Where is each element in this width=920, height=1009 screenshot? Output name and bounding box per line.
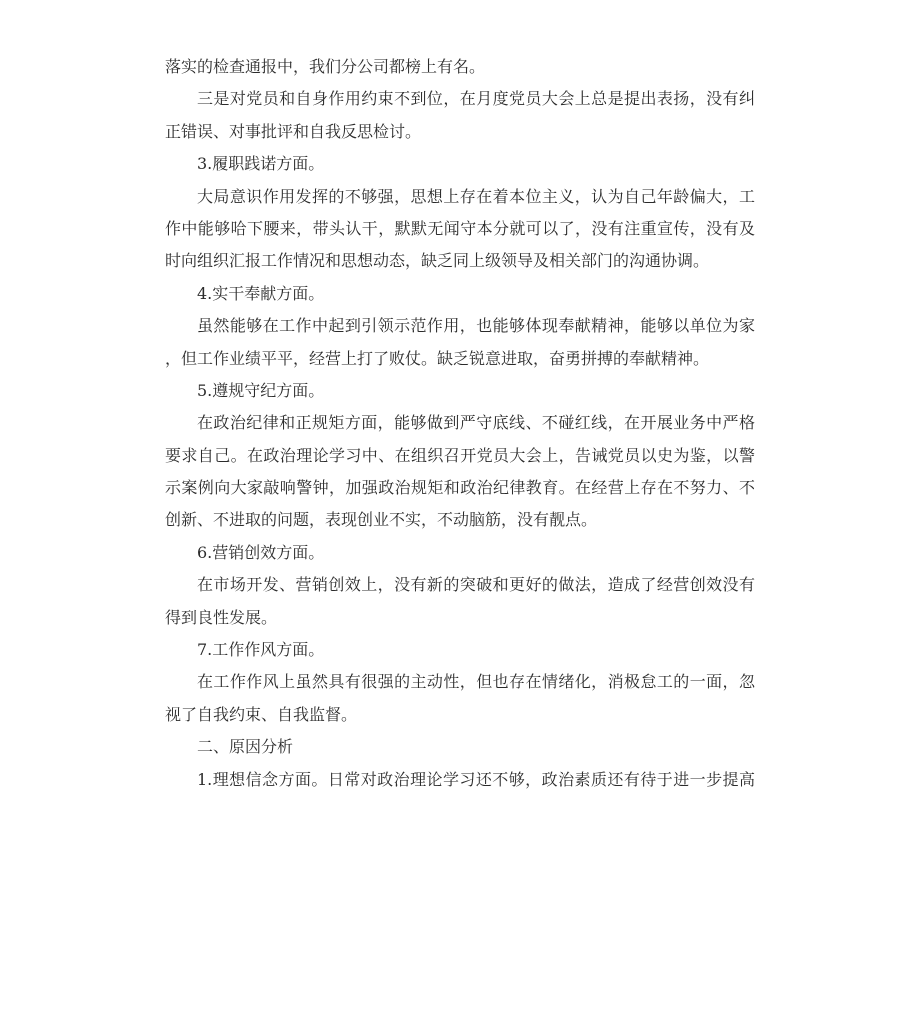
text-line: 正错误、对事批评和自我反思检讨。 <box>165 121 422 141</box>
chapter-heading <box>165 731 755 763</box>
text-line: 三是对党员和自身作用约束不到位，在月度党员大会上总是提出表扬，没有纠 <box>197 89 755 109</box>
paragraph <box>165 407 755 537</box>
paragraph <box>165 83 755 148</box>
section-heading <box>165 148 755 180</box>
text-line: 7.工作作风方面。 <box>197 640 325 660</box>
text-line: 虽然能够在工作中起到引领示范作用，也能够体现奉献精神，能够以单位为家 <box>197 316 755 336</box>
text-line: 时向组织汇报工作情况和思想动态，缺乏同上级领导及相关部门的沟通协调。 <box>165 251 710 271</box>
text-line: 二、原因分析 <box>197 737 294 757</box>
text-line: 在政治纪律和正规矩方面，能够做到严守底线、不碰红线，在开展业务中严格 <box>197 413 755 433</box>
text-line: 1.理想信念方面。日常对政治理论学习还不够，政治素质还有待于进一步提高 <box>197 769 755 789</box>
text-line: 3.履职践诺方面。 <box>197 154 325 174</box>
text-line: 作中能够哈下腰来，带头认干，默默无闻守本分就可以了，没有注重宣传，没有及 <box>165 218 755 238</box>
paragraph <box>165 569 755 634</box>
text-line: 在市场开发、营销创效上，没有新的突破和更好的做法，造成了经营创效没有 <box>197 575 755 595</box>
paragraph-continued <box>165 51 755 83</box>
text-line: 视了自我约束、自我监督。 <box>165 704 358 724</box>
text-line: 4.实干奉献方面。 <box>197 283 325 303</box>
document-body <box>165 51 755 796</box>
paragraph <box>165 666 755 731</box>
text-line: ，但工作业绩平平，经营上打了败仗。缺乏锐意进取，奋勇拼搏的奉献精神。 <box>165 348 710 368</box>
text-line: 5.遵规守纪方面。 <box>197 380 325 400</box>
section-heading <box>165 634 755 666</box>
text-line: 落实的检查通报中，我们分公司都榜上有名。 <box>165 57 486 76</box>
text-line: 示案例向大家敲响警钟，加强政治规矩和政治纪律教育。在经营上存在不努力、不 <box>165 478 755 498</box>
text-line: 得到良性发展。 <box>165 607 278 627</box>
text-line: 创新、不进取的问题，表现创业不实，不动脑筋，没有靓点。 <box>165 510 598 530</box>
section-heading <box>165 375 755 407</box>
paragraph <box>165 764 755 796</box>
section-heading <box>165 278 755 310</box>
text-line: 大局意识作用发挥的不够强，思想上存在着本位主义，认为自己年龄偏大，工 <box>197 186 755 206</box>
paragraph <box>165 181 755 278</box>
text-line: 要求自己。在政治理论学习中、在组织召开党员大会上，告诫党员以史为鉴，以警 <box>165 445 755 465</box>
text-line: 在工作作风上虽然具有很强的主动性，但也存在情绪化，消极怠工的一面，忽 <box>197 672 755 692</box>
paragraph <box>165 310 755 375</box>
section-heading <box>165 537 755 569</box>
text-line: 6.营销创效方面。 <box>197 542 325 562</box>
